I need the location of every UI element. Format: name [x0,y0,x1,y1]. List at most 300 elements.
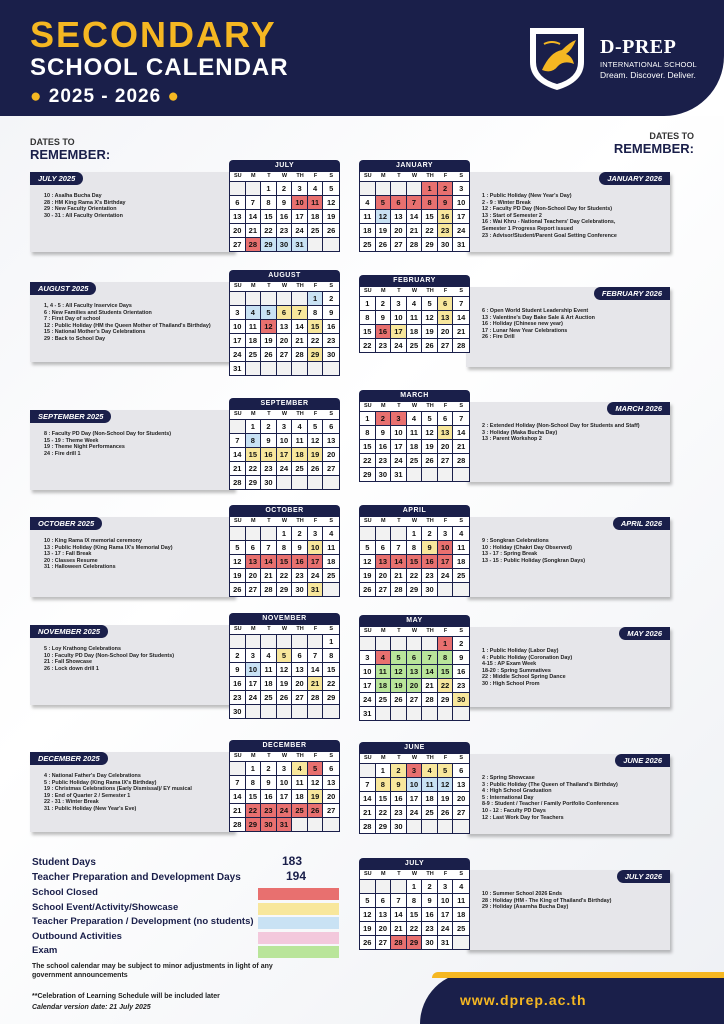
day-cell: 24 [391,453,407,467]
calendar-month-title: FEBRUARY [359,275,470,286]
day-cell: 6 [376,893,392,907]
event-item: 24 : Fire drill 1 [44,450,81,457]
day-cell: 10 [438,540,454,554]
day-cell: 28 [407,237,423,251]
week-row [360,791,469,805]
day-cell: 29 [360,467,376,481]
events-list [44,646,174,672]
day-cell: 23 [261,803,277,817]
dates-to-remember-right [604,131,694,156]
month-tag: JANUARY 2026 [599,172,670,185]
day-cell: 27 [453,805,469,819]
event-item: 31 : Halloween Celebrations [44,564,116,571]
calendar-july [229,160,340,252]
weekday-label: TH [426,403,434,409]
day-cell: 4 [453,879,469,893]
day-cell: 10 [230,319,246,333]
weekday-label: W [281,173,288,179]
day-cell: 13 [246,554,262,568]
day-cell: 23 [391,805,407,819]
day-cell: 9 [261,433,277,447]
calendar-grid [229,516,340,597]
day-cell: 24 [438,921,454,935]
day-cell: 15 [407,554,423,568]
day-cell: 15 [407,907,423,921]
week-row [360,763,469,777]
day-cell: 25 [292,461,308,475]
day-cell: 27 [277,347,293,361]
day-cell: 22 [360,453,376,467]
calendar-month-title: JUNE [359,742,470,753]
week-row [230,447,339,461]
day-cell: 19 [323,209,339,223]
day-cell: 9 [292,540,308,554]
day-cell: 18 [407,439,423,453]
legend-swatch [258,932,339,944]
day-cell: 9 [391,777,407,791]
week-row [230,181,339,195]
day-cell: 5 [391,650,407,664]
day-cell: 13 [438,425,454,439]
weekday-label: T [397,871,401,877]
day-cell: 17 [391,324,407,338]
week-row [360,706,469,720]
day-cell: 31 [292,237,308,251]
day-cell: 25 [246,347,262,361]
day-cell: 20 [230,223,246,237]
event-item: 18-20 : Spring Summatives [482,667,551,674]
day-cell: 30 [422,582,438,596]
day-cell: 14 [292,319,308,333]
brand-subtitle: INTERNATIONAL SCHOOL [600,60,697,69]
day-cell: 28 [230,475,246,489]
event-item: 9 : Songkran Celebrations [482,538,549,544]
event-item: 16 : Wai Khru - National Teachers' Day Celebrations, [482,219,616,226]
week-row [360,310,469,324]
day-cell: 16 [261,789,277,803]
weekday-label: W [281,626,288,632]
week-row [360,526,469,540]
day-cell: 28 [246,237,262,251]
day-cell: 20 [438,439,454,453]
day-cell: 23 [230,690,246,704]
teacher-days-value: 194 [286,869,307,883]
event-item: 13 : Public Holiday (King Rama IX's Memorial Day) [44,544,173,551]
day-cell: 18 [422,791,438,805]
day-cell [391,181,407,195]
legend-item [32,902,312,917]
weekday-label: W [411,173,418,179]
day-cell: 12 [438,777,454,791]
day-cell: 4 [422,763,438,777]
weekday-label: T [267,283,271,289]
legend-label: Outbound Activities [32,930,122,942]
day-cell: 26 [391,692,407,706]
weekday-label: M [251,753,256,759]
weekday-header-row [230,172,339,181]
day-cell: 17 [360,678,376,692]
day-cell: 17 [407,791,423,805]
day-cell: 26 [422,338,438,352]
weekday-label: SU [363,173,372,179]
week-row [230,419,339,433]
week-row [230,789,339,803]
day-cell: 30 [261,475,277,489]
weekday-label: F [313,283,318,289]
week-row [360,540,469,554]
weekday-label: W [411,518,418,524]
day-cell: 18 [292,789,308,803]
day-cell: 16 [376,439,392,453]
day-cell: 15 [308,319,324,333]
week-row [230,433,339,447]
day-cell: 27 [230,237,246,251]
day-cell: 1 [323,634,339,648]
day-cell: 6 [277,305,293,319]
month-tag: SEPTEMBER 2025 [30,410,111,423]
adjustment-note: The school calendar may be subject to minor adjustments in light of any government announcements [32,963,273,979]
day-cell: 24 [292,223,308,237]
day-cell: 4 [407,411,423,425]
event-item: 10 : Faculty PD Day (Non-School Day for Students) [44,652,174,659]
day-cell: 1 [376,763,392,777]
week-row [360,209,469,223]
title-school-calendar: SCHOOL CALENDAR [30,54,289,81]
weekday-label: SU [233,173,242,179]
day-cell: 30 [376,467,392,481]
day-cell: 15 [360,324,376,338]
weekday-header-row [230,625,339,634]
day-cell: 28 [453,453,469,467]
week-row [230,526,339,540]
website-link[interactable]: www.dprep.ac.th [460,992,587,1008]
day-cell: 23 [261,461,277,475]
day-cell: 17 [246,676,262,690]
day-cell: 4 [360,195,376,209]
events-list [482,308,595,341]
day-cell: 24 [360,692,376,706]
day-cell: 15 [277,554,293,568]
day-cell: 11 [453,893,469,907]
day-cell: 8 [261,195,277,209]
day-cell: 19 [422,439,438,453]
event-item: 2 : Extended Holiday (Non-School Day for Students and Staff) [482,423,640,429]
day-cell: 11 [292,433,308,447]
calendar-month-title: NOVEMBER [229,613,340,624]
day-cell: 20 [453,791,469,805]
event-item: 13 : Start of Semester 2 [482,212,542,219]
day-cell: 19 [391,678,407,692]
day-cell: 2 [277,181,293,195]
day-cell: 20 [246,568,262,582]
title-year: ● 2025 - 2026 ● [30,86,180,107]
day-cell: 30 [230,704,246,718]
event-item: 19 : End of Quarter 2 / Semester 1 [44,792,131,799]
day-cell: 1 [360,296,376,310]
day-cell: 12 [422,310,438,324]
weekday-label: T [397,403,401,409]
day-cell [360,636,376,650]
day-cell: 14 [261,554,277,568]
day-cell: 9 [277,195,293,209]
weekday-label: W [281,411,288,417]
day-cell: 29 [438,692,454,706]
day-cell [292,291,308,305]
event-item: 3 : Holiday (Maka Bucha Day) [482,429,558,436]
day-cell: 29 [422,237,438,251]
event-item: 13 : Parent Workshop 2 [482,436,542,443]
weekday-label: T [267,173,271,179]
day-cell: 6 [438,296,454,310]
weekday-header-row [360,402,469,411]
day-cell [246,526,262,540]
day-cell: 7 [407,195,423,209]
weekday-label: T [397,628,401,634]
day-cell: 8 [308,305,324,319]
legend-label: Teacher Preparation / Development (no students) [32,916,254,927]
day-cell [453,467,469,481]
event-item: 31 : Public Holiday (New Year's Eve) [44,805,137,812]
day-cell [277,634,293,648]
day-cell: 26 [360,582,376,596]
event-item: Semester 1 Progress Report issued [482,225,574,232]
events-panel-june [466,754,670,834]
calendar-grid [359,401,470,482]
day-cell: 16 [453,664,469,678]
day-cell: 29 [308,347,324,361]
events-list [482,648,572,688]
day-cell: 1 [246,761,262,775]
legend-label: Exam [32,945,58,956]
day-cell [261,526,277,540]
day-cell [261,634,277,648]
day-cell: 11 [261,662,277,676]
events-list [482,193,617,239]
day-cell [246,704,262,718]
day-cell: 22 [261,223,277,237]
calendar-grid [359,626,470,721]
remember-label: REMEMBER: [30,147,111,162]
weekday-label: M [381,403,386,409]
legend-label: School Event/Activity/Showcase [32,901,179,913]
event-item: 29 : Holiday (Asarnha Bucha Day) [482,904,569,911]
celebration-note: **Celebration of Learning Schedule will be included later [32,993,220,1000]
day-cell: 21 [308,676,324,690]
day-cell: 24 [277,461,293,475]
calendar-grid [229,624,340,719]
day-cell: 15 [360,439,376,453]
teacher-days-label: Teacher Preparation and Development Days [32,872,241,883]
week-row [230,554,339,568]
day-cell [360,763,376,777]
day-cell: 29 [261,237,277,251]
weekday-label: S [459,628,463,634]
color-legend [32,887,312,960]
day-cell: 10 [391,310,407,324]
day-cell: 23 [376,338,392,352]
event-item: 19 : Theme Night Performances [44,444,125,451]
events-list [44,538,173,571]
day-cell: 28 [391,582,407,596]
week-row [360,907,469,921]
weekday-label: F [443,288,448,294]
brand-name: D-PREP [600,36,677,58]
day-cell: 1 [360,411,376,425]
day-cell: 27 [438,453,454,467]
day-cell: 17 [308,554,324,568]
day-cell: 6 [246,540,262,554]
weekday-label: W [411,628,418,634]
events-list [44,303,211,343]
day-cell: 17 [277,447,293,461]
day-cell: 20 [391,223,407,237]
day-cell: 22 [407,921,423,935]
day-cell: 22 [422,223,438,237]
day-cell [261,704,277,718]
event-item: 8-9 : Student / Teacher / Family Portfolio Conferences [482,801,619,808]
day-cell: 18 [246,333,262,347]
week-row [230,237,339,251]
day-cell [308,634,324,648]
day-cell: 31 [438,935,454,949]
day-cell: 18 [453,554,469,568]
event-item: 26 : Lock down drill 1 [44,665,99,672]
day-cell: 27 [292,690,308,704]
calendar-march [359,390,470,482]
day-cell: 1 [407,879,423,893]
day-cell: 28 [230,817,246,831]
events-panel-november [30,625,234,705]
day-cell: 4 [453,526,469,540]
week-row [230,634,339,648]
day-cell: 20 [292,676,308,690]
day-cell [391,879,407,893]
day-cell: 5 [308,761,324,775]
day-cell [376,706,392,720]
day-cell: 1 [407,526,423,540]
day-cell: 16 [323,319,339,333]
day-cell: 26 [438,805,454,819]
day-cell: 13 [407,664,423,678]
day-cell: 19 [308,789,324,803]
day-cell: 2 [376,296,392,310]
event-item: 21 : Fall Showcase [44,659,92,666]
day-cell: 9 [323,305,339,319]
day-cell: 13 [277,319,293,333]
month-tag: JULY 2026 [617,870,670,883]
day-cell: 20 [323,789,339,803]
month-tag: DECEMBER 2025 [30,752,108,765]
day-cell: 23 [422,921,438,935]
week-row [360,223,469,237]
version-note: Calendar version date: 21 July 2025 [32,1004,151,1011]
day-cell [230,181,246,195]
day-cell: 30 [438,237,454,251]
day-cell: 2 [438,181,454,195]
day-cell: 8 [422,195,438,209]
day-cell [292,817,308,831]
day-cell [438,467,454,481]
weekday-header-row [360,172,469,181]
calendar-february [359,275,470,353]
day-cell: 8 [360,425,376,439]
day-cell: 8 [407,540,423,554]
day-cell: 27 [376,935,392,949]
day-cell: 18 [261,676,277,690]
events-panel-december [30,752,234,832]
day-cell: 21 [407,223,423,237]
events-panel-october [30,517,234,597]
day-cell: 30 [277,237,293,251]
weekday-label: S [459,518,463,524]
day-cell: 8 [438,650,454,664]
day-cell: 20 [376,568,392,582]
day-cell: 12 [360,554,376,568]
week-row [230,582,339,596]
day-cell: 22 [323,676,339,690]
day-cell: 5 [422,411,438,425]
day-cell: 20 [407,678,423,692]
event-item: 2 - 9 : Winter Break [482,199,531,206]
day-cell [407,706,423,720]
day-cell [391,636,407,650]
day-cell: 26 [360,935,376,949]
calendar-grid [229,409,340,490]
weekday-label: S [329,626,333,632]
day-cell: 27 [376,582,392,596]
weekday-label: F [443,518,448,524]
event-item: 13 : Valentine's Day Bake Sale & Art Auction [482,314,595,321]
day-cell: 2 [292,526,308,540]
calendar-april [359,505,470,597]
event-item: 26 : Fire Drill [482,334,515,341]
day-cell: 19 [277,676,293,690]
weekday-label: M [251,283,256,289]
day-cell: 4 [323,526,339,540]
day-cell: 26 [308,461,324,475]
events-list [44,431,171,457]
event-item: 17 : Lunar New Year Celebrations [482,327,568,334]
day-cell: 19 [438,791,454,805]
day-cell: 16 [376,324,392,338]
weekday-label: SU [363,403,372,409]
day-cell: 3 [438,879,454,893]
week-row [360,338,469,352]
calendar-grid [359,516,470,597]
day-cell: 10 [246,662,262,676]
weekday-label: T [397,173,401,179]
weekday-label: TH [296,518,304,524]
legend-swatch [258,903,339,915]
day-cell: 9 [422,540,438,554]
weekday-label: TH [296,173,304,179]
day-cell: 4 [246,305,262,319]
day-cell [230,291,246,305]
day-cell [360,181,376,195]
day-cell [438,706,454,720]
day-cell: 18 [308,209,324,223]
events-panel-april [466,517,670,597]
day-cell: 18 [407,324,423,338]
day-cell: 16 [391,791,407,805]
weekday-label: SU [363,628,372,634]
events-list [482,891,611,911]
weekday-label: W [411,288,418,294]
event-item: 12 : Faculty PD Day (Non-School Day for Students) [482,206,612,213]
calendar-month-title: JULY [229,160,340,171]
day-cell: 16 [277,209,293,223]
day-cell: 3 [246,648,262,662]
